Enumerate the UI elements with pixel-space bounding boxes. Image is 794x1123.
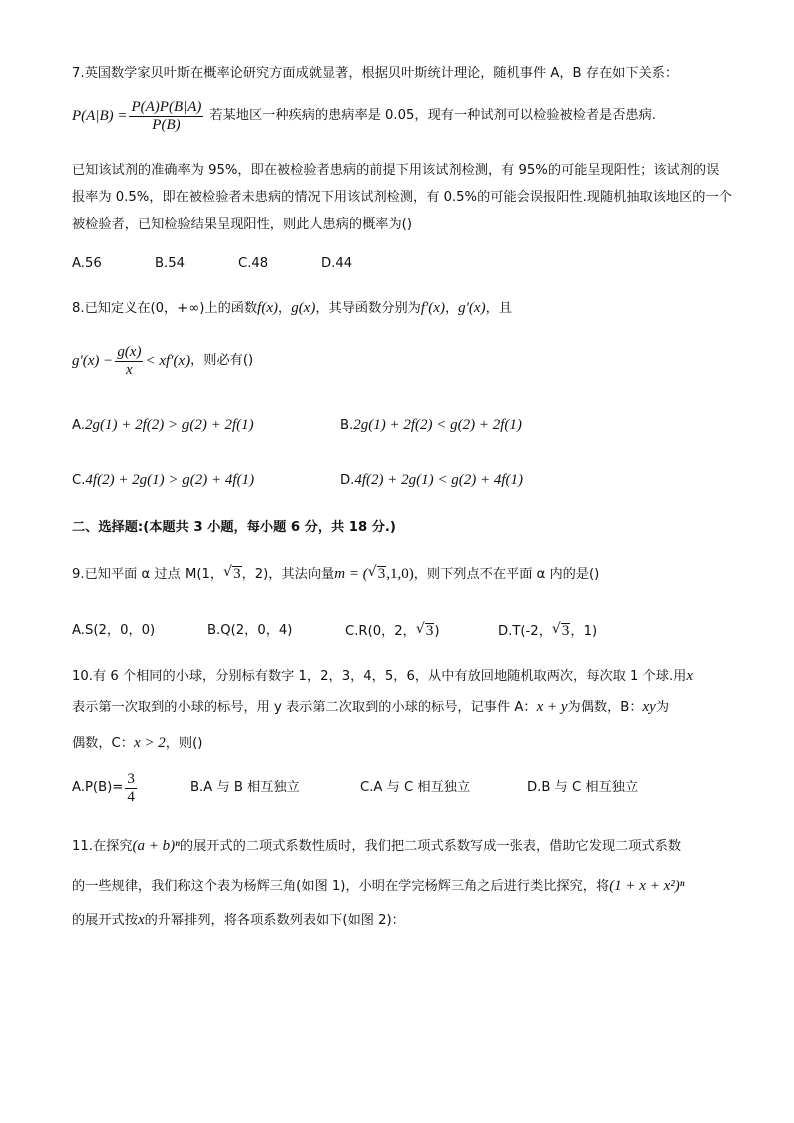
q10-line2-c: 为 [655, 700, 670, 715]
q10-x-gt: x > 2 [133, 735, 166, 751]
q8-ineq-tail: ，则必有() [190, 353, 254, 368]
q9-intro [72, 564, 732, 586]
q11-line3-b: 的升幂排列，将各项系数列表如下(如图 2)： [144, 913, 405, 928]
q7-option-d: D.44 [321, 256, 353, 271]
q8-option-a-label: A. [72, 418, 85, 433]
q8-fpx: f′(x) [420, 300, 445, 316]
q9-m-eq: m = ( [334, 566, 368, 582]
q10-line2 [72, 697, 732, 718]
q10-line2-a: 表示第一次取到的小球的标号，用 y 表示第二次取到的小球的标号，记事件 A： [72, 700, 537, 715]
q11-line2 [72, 876, 732, 897]
q8-intro-c: ，且 [485, 301, 512, 316]
q8-option-c-label: C. [72, 473, 86, 488]
q8-option-a-expr: 2g(1) + 2f(2) > g(2) + 2f(1) [84, 417, 254, 433]
q10-option-a [72, 768, 139, 808]
q8-comma2: ， [444, 301, 459, 316]
q8-comma1: ， [278, 301, 292, 316]
q11-line3 [72, 910, 732, 931]
q9-option-c-sqrt3 [416, 621, 435, 641]
q8-option-d-expr: 4f(2) + 2g(1) < g(2) + 4f(1) [354, 472, 524, 488]
q9-vec-sqrt3-radicand: 3 [377, 566, 386, 582]
q8-option-c [72, 470, 254, 491]
q10-xy: xy [642, 699, 656, 715]
q9-vec-sqrt3 [368, 564, 387, 584]
q8-option-c-expr: 4f(2) + 2g(1) > g(2) + 4f(1) [85, 472, 255, 488]
q7-option-a: A.56 [72, 256, 102, 271]
q10-options [72, 768, 732, 808]
q9-option-d [498, 621, 597, 642]
bayes-fraction [129, 99, 203, 134]
q9-intro-b: ，2)，其法向量 [241, 567, 335, 582]
q10-option-a-denominator: 4 [127, 788, 135, 805]
q9-option-d-sqrt3 [552, 621, 571, 641]
q9-option-d-b: ，1) [570, 624, 598, 639]
q8-intro [72, 298, 732, 319]
q9-option-a: A.S(2，0，0) [72, 623, 156, 638]
q10-line1 [72, 666, 732, 687]
q8-option-b-expr: 2g(1) + 2f(2) < g(2) + 2f(1) [353, 417, 522, 433]
q9-option-c-radicand: 3 [425, 623, 434, 639]
q9-option-c-b: ) [434, 624, 440, 639]
q8-options-row1 [72, 415, 732, 437]
q11-line1-b: 的展开式的二项式系数性质时，我们把二项式系数写成一张表，借助它发现二项式系数 [179, 839, 682, 854]
q11-x: x [137, 912, 145, 928]
q9-option-d-radicand: 3 [561, 623, 570, 639]
q10-line3-a: 偶数，C： [72, 736, 134, 751]
q10-line2-b: 为偶数，B： [567, 700, 643, 715]
q10-xy-sum: x + y [536, 699, 568, 715]
q11-line2-a: 的一些规律，我们称这个表为杨辉三角(如图 1)，小明在学完杨辉三角之后进行类比探究，将 [72, 879, 610, 894]
q8-gx: g(x) [291, 300, 316, 316]
q10-option-b: B.A 与 B 相互独立 [190, 780, 300, 795]
q7-intro: 7.英国数学家贝叶斯在概率论研究方面成就显著，根据贝叶斯统计理论，随机事件 A，B 存在如下关系： [72, 66, 679, 81]
q8-ineq-numerator: g(x) [117, 343, 142, 360]
q8-option-a [72, 415, 254, 436]
q9-intro-c: ，则下列点不在平面 α 内的是() [413, 567, 600, 582]
q7-options [72, 254, 732, 274]
q11-line1-a: 11.在探究 [72, 839, 133, 854]
q9-option-b: B.Q(2，0，4) [207, 623, 293, 638]
q10-option-a-numerator: 3 [127, 770, 135, 787]
q9-vec-tail: ,1,0) [386, 566, 414, 582]
q11-poly: (1 + x + x²)ⁿ [609, 878, 685, 894]
q9-sqrt3-radicand: 3 [233, 566, 241, 582]
q9-sqrt3 [223, 564, 242, 584]
q8-fx: f(x) [257, 300, 278, 316]
q9-options [72, 621, 732, 643]
q10-option-c: C.A 与 C 相互独立 [360, 780, 471, 795]
q8-ineq-fraction [115, 344, 143, 379]
q8-option-b-label: B. [340, 418, 354, 433]
q8-ineq-lhs: g′(x) − [72, 353, 114, 369]
q8-gpx: g′(x) [458, 300, 486, 316]
bayes-lhs: P(A|B) = [72, 108, 128, 124]
q9-option-d-a: D.T(-2， [498, 624, 552, 639]
q8-option-d-label: D. [340, 473, 355, 488]
q10-x: x [686, 668, 694, 684]
q10-line3-b: ，则() [165, 736, 203, 751]
q8-options-row2 [72, 470, 732, 492]
q11-line1 [72, 836, 732, 857]
q8-ineq-rhs: < xf′(x) [145, 353, 191, 369]
q8-intro-a: 8.已知定义在(0，+∞)上的函数 [72, 301, 258, 316]
q7-option-b: B.54 [155, 256, 186, 271]
q8-intro-b: ，其导函数分别为 [315, 301, 421, 316]
q10-option-a-fraction [125, 771, 137, 806]
q9-intro-a: 9.已知平面 α 过点 M(1， [72, 567, 224, 582]
q7-body: 已知该试剂的准确率为 95%，即在被检验者患病的前提下用该试剂检测，有 95%的可能呈现阳性；该试剂的误报率为 0.5%，即在被检验者未患病的情况下用该试剂检测，有 0.5%的可能会误报阳性.现随机抽取该地区的一个被检验者，已知检验结果呈现阳性，则此人患病的概率为() [72, 163, 732, 232]
bayes-denominator: P(B) [152, 116, 181, 133]
q8-option-b [340, 415, 522, 436]
q9-option-c [345, 621, 440, 642]
q11-ab: (a + b)ⁿ [132, 838, 180, 854]
q10-line1-text: 10.有 6 个相同的小球，分别标有数字 1，2，3，4，5，6，从中有放回地随机取两次，每次取 1 个球.用 [72, 669, 687, 684]
q10-line3 [72, 733, 732, 754]
q8-option-d [340, 470, 523, 491]
bayes-numerator: P(A)P(B|A) [131, 98, 202, 115]
q10-option-d: D.B 与 C 相互独立 [527, 780, 639, 795]
q11-line3-a: 的展开式按 [72, 913, 138, 928]
q7-formula-line [72, 96, 732, 136]
q10-option-a-text: A.P(B)= [72, 780, 124, 795]
q8-ineq-denominator: x [126, 361, 133, 378]
q7-option-c: C.48 [238, 256, 269, 271]
q7-after-formula: 若某地区一种疾病的患病率是 0.05，现有一种试剂可以检验被检者是否患病. [209, 108, 656, 123]
q8-inequality-line [72, 340, 732, 382]
q9-option-c-a: C.R(0，2， [345, 624, 416, 639]
section-2-title: 二、选择题:(本题共 3 小题，每小题 6 分，共 18 分.) [72, 520, 396, 535]
